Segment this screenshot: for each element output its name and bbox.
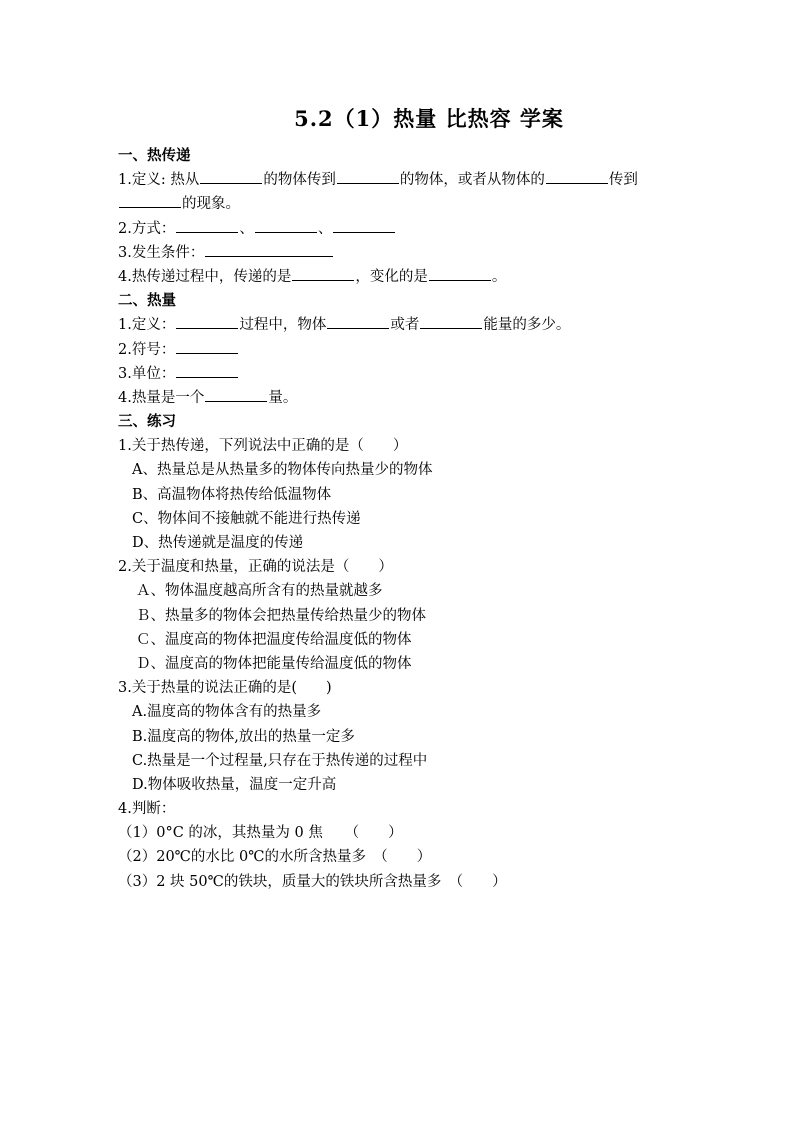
fill-blank[interactable] (337, 169, 399, 184)
question-2-option-d[interactable]: Ｄ、温度高的物体把能量传给温度低的物体 (136, 655, 412, 672)
heat-transfer-condition (118, 241, 718, 265)
fill-blank[interactable] (176, 363, 238, 378)
question-4: 4.判断： (118, 801, 176, 818)
fill-blank[interactable] (176, 314, 238, 329)
question-1: 1.关于热传递，下列说法中正确的是（ ） (118, 438, 408, 455)
section-heading-heat: 二、热量 (118, 293, 176, 310)
question-2: 2.关于温度和热量，正确的说法是（ ） (118, 559, 393, 576)
separator: 、 (239, 220, 254, 237)
separator: 、 (317, 220, 333, 237)
text-fragment: 量。 (268, 389, 298, 406)
text-fragment: 过程中，物体 (239, 317, 327, 334)
fill-blank[interactable] (429, 266, 491, 281)
question-4-item-1[interactable]: （1）0°C 的冰，其热量为 0 焦 （ ） (118, 825, 403, 842)
fill-blank[interactable] (119, 193, 181, 208)
fill-blank[interactable] (205, 387, 267, 402)
heat-transfer-definition-line2 (118, 192, 718, 216)
text-fragment: 能量的多少。 (483, 317, 571, 334)
text-fragment: 1.定义: 热从 (118, 172, 200, 189)
question-3-option-b[interactable]: B.温度高的物体,放出的热量一定多 (132, 728, 355, 745)
question-4-item-2[interactable]: （2）20℃的水比 0℃的水所含热量多 （ ） (118, 849, 432, 866)
question-3-option-d[interactable]: D.物体吸收热量，温度一定升高 (132, 776, 337, 793)
heat-unit (118, 362, 718, 386)
question-4-item-3[interactable]: （3）2 块 50℃的铁块，质量大的铁块所含热量多 （ ） (118, 873, 507, 890)
text-fragment: 传到 (608, 172, 638, 189)
question-1-option-c[interactable]: C、物体间不接触就不能进行热传递 (132, 510, 361, 527)
text-fragment: 2.符号： (118, 341, 176, 358)
question-2-option-c[interactable]: Ｃ、温度高的物体把温度传给温度低的物体 (136, 631, 412, 648)
text-fragment: 的物体，或者从物体的 (399, 172, 545, 189)
text-fragment: 3.发生条件： (118, 244, 205, 261)
fill-blank[interactable] (205, 242, 333, 257)
fill-blank[interactable] (176, 339, 238, 354)
heat-definition (118, 313, 718, 337)
page-title: 5.2（1）热量 比热容 学案 (294, 106, 564, 131)
text-fragment: 的现象。 (182, 196, 240, 213)
question-3-option-c[interactable]: C.热量是一个过程量,只存在于热传递的过程中 (132, 752, 428, 769)
text-fragment: 或者 (390, 317, 420, 334)
fill-blank[interactable] (327, 314, 389, 329)
fill-blank[interactable] (200, 169, 262, 184)
heat-symbol (118, 338, 718, 362)
question-1-option-b[interactable]: B、高温物体将热传给低温物体 (132, 486, 332, 503)
fill-blank[interactable] (176, 218, 238, 233)
heat-transfer-process (118, 265, 718, 289)
question-3: 3.关于热量的说法正确的是( ) (118, 680, 332, 697)
question-2-option-a[interactable]: Ａ、物体温度越高所含有的热量就越多 (136, 583, 383, 600)
text-fragment: 。 (491, 268, 507, 285)
fill-blank[interactable] (292, 266, 354, 281)
section-heading-exercises: 三、练习 (118, 414, 176, 431)
question-1-option-d[interactable]: D、热传递就是温度的传递 (132, 535, 304, 551)
text-fragment: 1.定义： (118, 317, 176, 334)
fill-blank[interactable] (420, 314, 482, 329)
fill-blank[interactable] (255, 218, 317, 233)
section-heading-heat-transfer: 一、热传递 (118, 148, 191, 164)
worksheet-page (118, 104, 718, 894)
fill-blank[interactable] (546, 169, 608, 184)
heat-transfer-methods (118, 217, 718, 241)
text-fragment: 4.热传递过程中，传递的是 (118, 268, 292, 285)
text-fragment: 2.方式： (118, 220, 176, 237)
question-1-option-a[interactable]: A、热量总是从热量多的物体传向热量少的物体 (132, 462, 433, 479)
text-fragment: ，变化的是 (355, 268, 428, 285)
fill-blank[interactable] (333, 218, 395, 233)
question-2-option-b[interactable]: Ｂ、热量多的物体会把热量传给热量少的物体 (136, 607, 426, 624)
heat-quantity-type (118, 386, 718, 410)
text-fragment: 3.单位： (118, 365, 176, 382)
text-fragment: 的物体传到 (263, 172, 336, 189)
heat-transfer-definition-line1 (118, 168, 718, 192)
question-3-option-a[interactable]: A.温度高的物体含有的热量多 (132, 704, 322, 721)
text-fragment: 4.热量是一个 (118, 389, 205, 406)
